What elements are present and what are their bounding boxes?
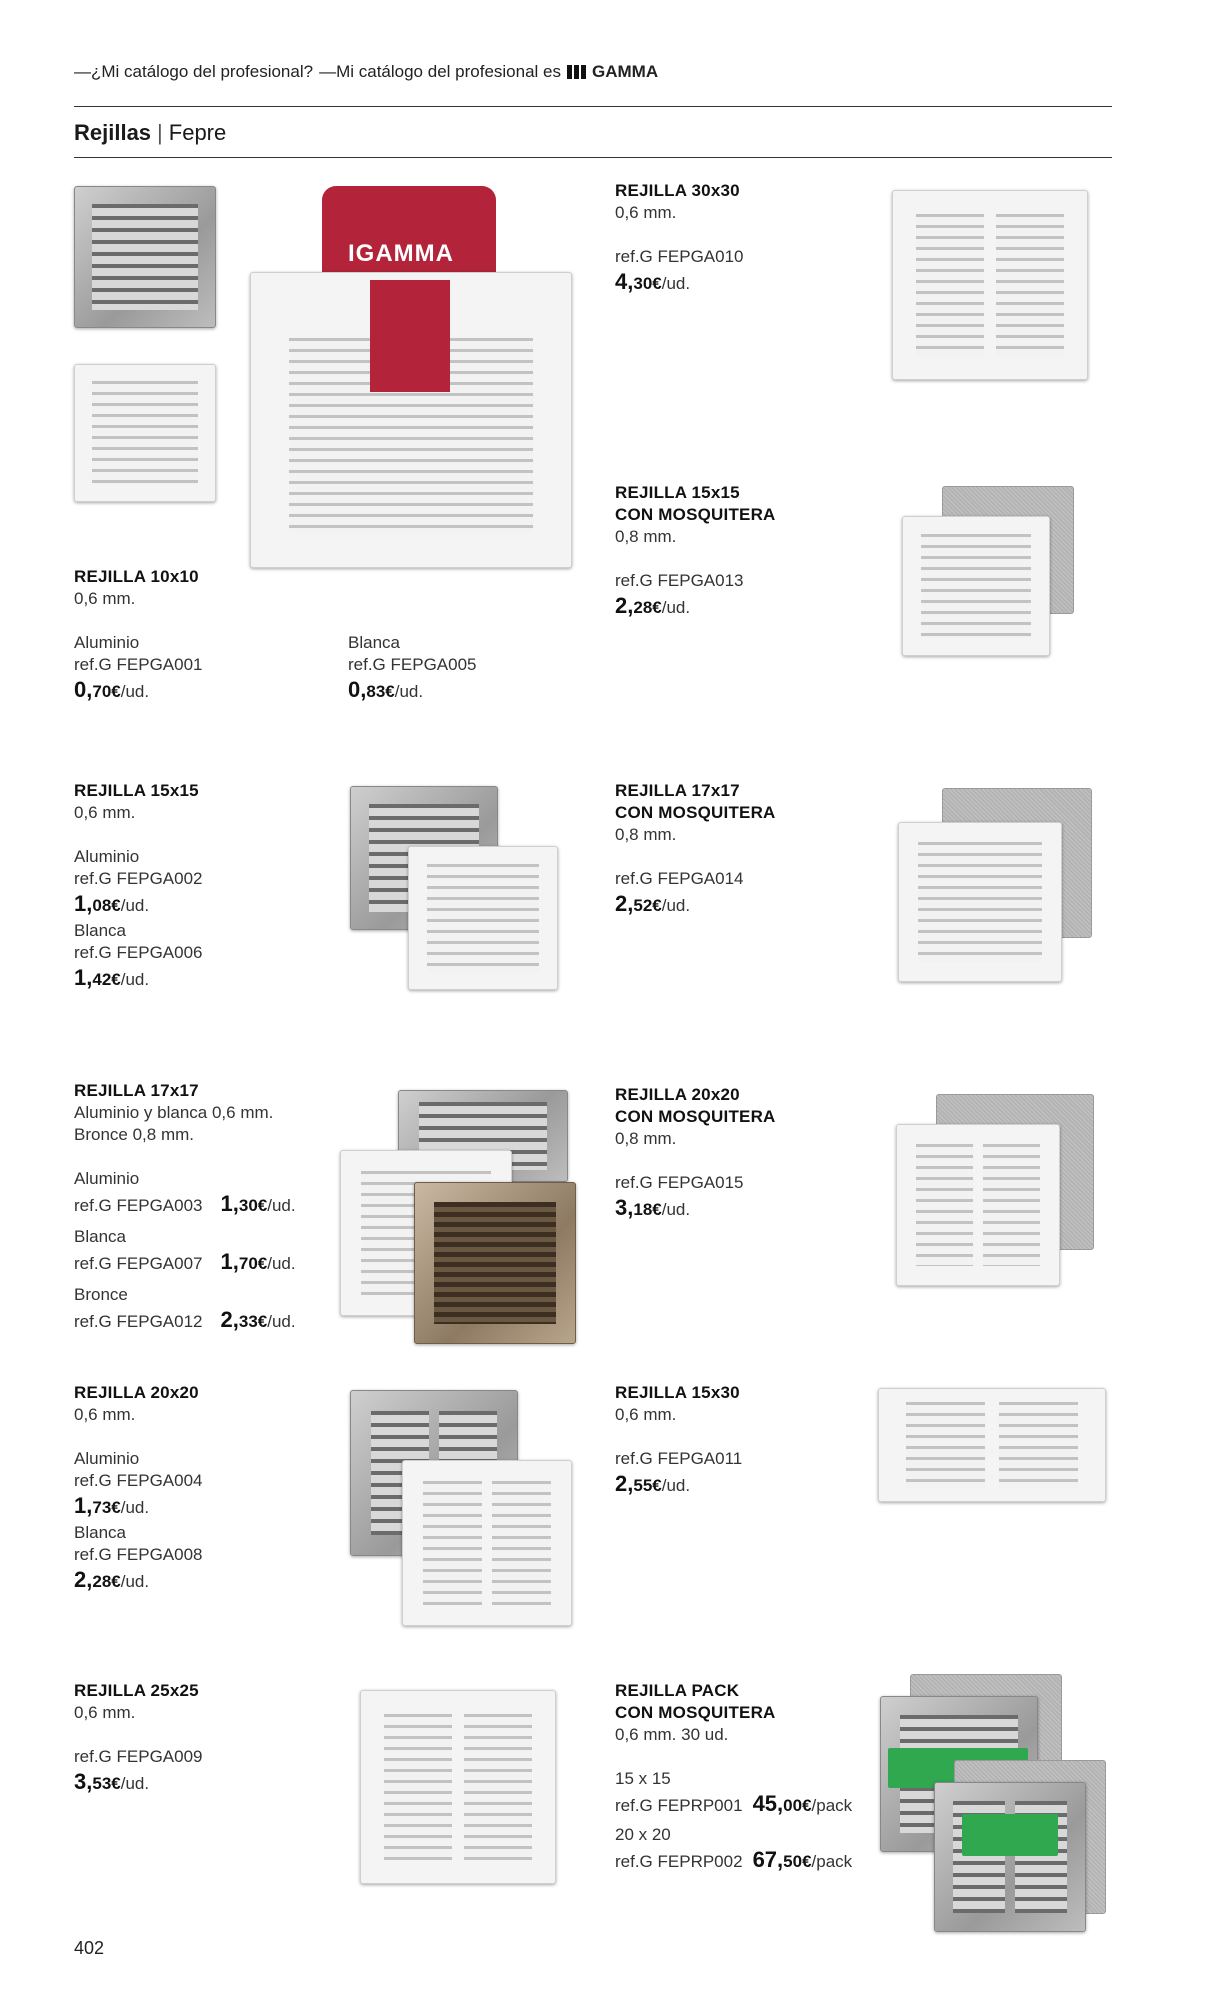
variant-ref: ref.G FEPGA009	[74, 1747, 203, 1766]
product-rejilla-17	[74, 1080, 296, 1336]
header-divider	[74, 106, 1112, 107]
header-tagline	[74, 62, 658, 82]
section-title-main: Rejillas	[74, 120, 152, 145]
product-image-rejilla-25	[360, 1690, 556, 1884]
variant-ref: ref.G FEPGA010	[615, 247, 744, 266]
product-spec: 0,6 mm.	[74, 1703, 136, 1722]
variant-price: 2,55€/ud.	[615, 1471, 691, 1496]
variant-price: 45,00€/pack	[752, 1791, 853, 1816]
product-title-sub: CON MOSQUITERA	[615, 505, 776, 524]
product-title: REJILLA 17x17	[74, 1081, 199, 1100]
product-image-rejilla-15x30	[878, 1388, 1106, 1502]
product-rejilla-15-mosquitera	[615, 482, 776, 622]
variant-label: 15 x 15	[615, 1769, 671, 1788]
section-title-brand: Fepre	[168, 120, 227, 145]
variant-label: Aluminio	[74, 633, 140, 652]
variant-price: 2,28€/ud.	[615, 593, 691, 618]
variant-price: 4,30€/ud.	[615, 269, 691, 294]
product-image-pack-20	[934, 1782, 1086, 1932]
product-spec: 0,8 mm.	[615, 527, 677, 546]
variant-label: Blanca	[74, 1227, 126, 1246]
variant-label: Blanca	[348, 633, 400, 652]
variant-price: 67,50€/pack	[752, 1847, 853, 1872]
variant-ref: ref.G FEPGA005	[348, 655, 477, 674]
variant-ref: ref.G FEPGA013	[615, 571, 744, 590]
variant-ref: ref.G FEPGA011	[615, 1449, 743, 1468]
product-image-rejilla-20-mosquitera	[896, 1124, 1060, 1286]
product-title-sub: CON MOSQUITERA	[615, 1107, 776, 1126]
variant-ref: ref.G FEPGA006	[74, 943, 203, 962]
variant-price: 2,52€/ud.	[615, 891, 691, 916]
product-rejilla-10-blanca	[348, 632, 477, 706]
product-rejilla-17-mosquitera	[615, 780, 776, 920]
product-rejilla-15	[74, 780, 203, 994]
variant-label: 20 x 20	[615, 1825, 671, 1844]
variant-price: 3,53€/ud.	[74, 1769, 150, 1794]
variant-price: 2,33€/ud.	[220, 1307, 296, 1332]
variant-label: Aluminio	[74, 1169, 140, 1188]
product-rejilla-10	[74, 566, 203, 706]
variant-ref: ref.G FEPGA004	[74, 1471, 203, 1490]
hanger-tab	[370, 280, 450, 392]
variant-ref: ref.G FEPGA008	[74, 1545, 203, 1564]
product-spec: 0,8 mm.	[615, 825, 677, 844]
variant-row	[615, 1790, 852, 1820]
variant-row	[615, 1846, 852, 1876]
product-rejilla-15x30	[615, 1382, 742, 1500]
product-spec: Aluminio y blanca 0,6 mm.	[74, 1103, 274, 1122]
variant-ref: ref.G FEPGA012	[74, 1312, 203, 1331]
variant-label: Blanca	[74, 921, 126, 940]
product-spec: 0,8 mm.	[615, 1129, 677, 1148]
variant-price: 1,30€/ud.	[220, 1191, 296, 1216]
product-spec: 0,6 mm.	[615, 203, 677, 222]
variant-price: 1,42€/ud.	[74, 965, 150, 990]
variant-row	[74, 1306, 296, 1336]
variant-ref: ref.G FEPGA015	[615, 1173, 744, 1192]
tagline-question: —¿Mi catálogo del profesional?	[74, 62, 314, 81]
product-rejilla-20	[74, 1382, 203, 1596]
product-title: REJILLA 15x15	[74, 781, 199, 800]
variant-ref: ref.G FEPRP002	[615, 1852, 743, 1871]
section-divider	[74, 157, 1112, 158]
variant-ref: ref.G FEPGA003	[74, 1196, 203, 1215]
variant-row	[74, 1190, 296, 1220]
brand-logo	[567, 62, 658, 82]
product-title: REJILLA 25x25	[74, 1681, 199, 1700]
variant-price: 1,08€/ud.	[74, 891, 150, 916]
variant-price: 0,83€/ud.	[348, 677, 424, 702]
variant-price: 3,18€/ud.	[615, 1195, 691, 1220]
variant-price: 2,28€/ud.	[74, 1567, 150, 1592]
product-image-rejilla-10-blanca	[74, 364, 216, 502]
product-title: REJILLA 10x10	[74, 567, 199, 586]
product-title-sub: CON MOSQUITERA	[615, 803, 776, 822]
variant-ref: ref.G FEPGA007	[74, 1254, 203, 1273]
product-image-rejilla-10-aluminio	[74, 186, 216, 328]
product-title: REJILLA 20x20	[74, 1383, 199, 1402]
product-title: REJILLA 15x30	[615, 1383, 740, 1402]
variant-ref: ref.G FEPRP001	[615, 1796, 743, 1815]
product-rejilla-25	[74, 1680, 203, 1798]
product-title: REJILLA PACK	[615, 1681, 740, 1700]
product-rejilla-20-mosquitera	[615, 1084, 776, 1224]
product-spec: 0,6 mm.	[74, 589, 136, 608]
variant-ref: ref.G FEPGA001	[74, 655, 203, 674]
variant-ref: ref.G FEPGA014	[615, 869, 744, 888]
product-image-rejilla-17-mosquitera	[898, 822, 1062, 982]
variant-price: 1,70€/ud.	[220, 1249, 296, 1274]
variant-label: Blanca	[74, 1523, 126, 1542]
page-number: 402	[74, 1938, 105, 1958]
hanger-brand-label: IGAMMA	[348, 240, 454, 267]
variant-label: Aluminio	[74, 847, 140, 866]
product-spec: 0,6 mm.	[74, 1405, 136, 1424]
product-image-rejilla-30	[892, 190, 1088, 380]
product-title: REJILLA 20x20	[615, 1085, 740, 1104]
gamma-logo-icon	[567, 65, 586, 79]
product-spec: 0,6 mm.	[615, 1405, 677, 1424]
product-image-rejilla-20-blanca	[402, 1460, 572, 1626]
variant-price: 1,73€/ud.	[74, 1493, 150, 1518]
variant-label: Bronce	[74, 1285, 128, 1304]
variant-ref: ref.G FEPGA002	[74, 869, 203, 888]
product-title: REJILLA 17x17	[615, 781, 740, 800]
product-image-rejilla-17-bronce	[414, 1182, 576, 1344]
variant-label: Aluminio	[74, 1449, 140, 1468]
product-title: REJILLA 30x30	[615, 181, 740, 200]
product-image-rejilla-15-blanca	[408, 846, 558, 990]
brand-name: GAMMA	[592, 62, 659, 81]
product-image-rejilla-15-mosquitera	[902, 516, 1050, 656]
product-rejilla-30	[615, 180, 744, 298]
pack-label-20	[962, 1814, 1058, 1856]
product-rejilla-pack	[615, 1680, 852, 1876]
section-title: Rejillas | Fepre	[74, 120, 227, 145]
product-spec: 0,6 mm. 30 ud.	[615, 1725, 729, 1744]
product-spec-2: Bronce 0,8 mm.	[74, 1125, 194, 1144]
product-title-sub: CON MOSQUITERA	[615, 1703, 776, 1722]
product-spec: 0,6 mm.	[74, 803, 136, 822]
variant-price: 0,70€/ud.	[74, 677, 150, 702]
tagline-answer: —Mi catálogo del profesional es	[319, 62, 561, 81]
product-title: REJILLA 15x15	[615, 483, 740, 502]
variant-row	[74, 1248, 296, 1278]
